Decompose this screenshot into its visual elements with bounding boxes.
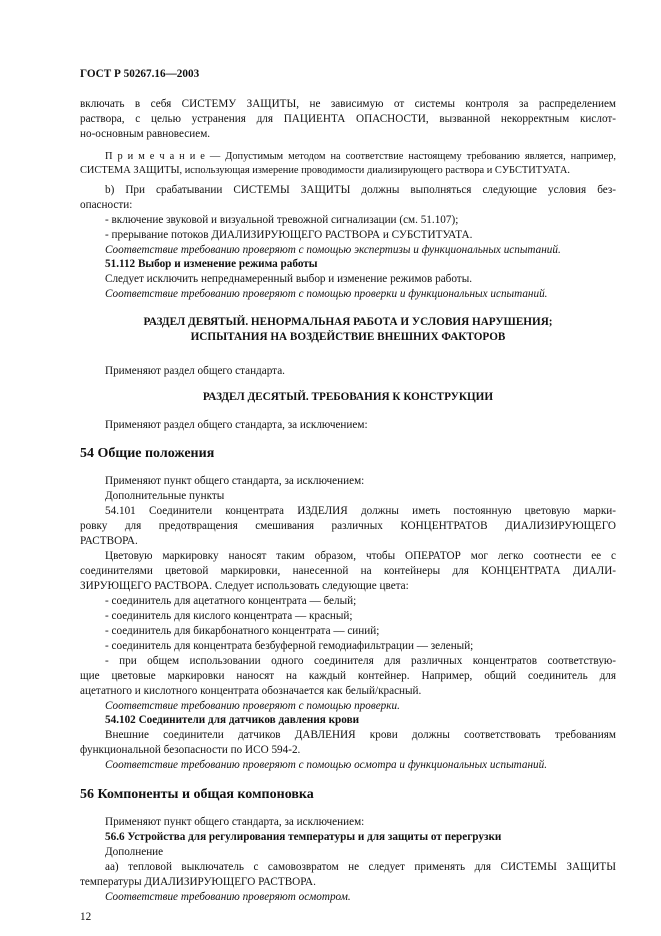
list-item: - соединитель для кислого концентрата — красный; [105, 610, 353, 622]
list-item: - прерывание потоков ДИАЛИЗИРУЮЩЕГО РАСТВОРА и СУБСТИТУАТА. [105, 229, 473, 241]
text-line: Применяют пункт общего стандарта, за исключением: [105, 816, 365, 828]
text-line: Применяют пункт общего стандарта, за исключением: [105, 475, 365, 487]
text-line: функциональной безопасности по ИСО 594-2. [80, 744, 301, 756]
compliance-note: Соответствие требованию проверяют с помощью проверки. [105, 700, 400, 712]
text-line: Цветовую маркировку наносят таким образом, чтобы ОПЕРАТОР мог легко соотнести ее с [105, 550, 616, 562]
text-line: Применяют раздел общего стандарта, за исключением: [105, 419, 368, 431]
text-line: ацетатного и кислотного концентрата обозначается как белый/красный. [80, 685, 422, 697]
doc-header: ГОСТ Р 50267.16—2003 [80, 68, 200, 80]
list-item: - при общем использовании одного соединителя для различных концентратов соответствую- [105, 655, 616, 667]
compliance-note: Соответствие требованию проверяют осмотром. [105, 891, 351, 903]
text-line: Следует исключить непреднамеренный выбор и изменение режимов работы. [105, 273, 473, 285]
text-line: раствора, с целью устранения для ПАЦИЕНТА ОПАСНОСТИ, вызванной некорректным кислот- [80, 113, 616, 125]
text-line: Применяют раздел общего стандарта. [105, 365, 285, 377]
compliance-note: Соответствие требованию проверяют с помощью экспертизы и функциональных испытаний. [105, 244, 561, 256]
list-item: - соединитель для концентрата безбуферной гемодиафильтрации — зеленый; [105, 640, 474, 652]
note-line: П р и м е ч а н и е — Допустимым методом на соответствие настоящему требованию является, например, [105, 151, 616, 162]
text-line: щие цветовые маркировки наносят на каждый контейнер. Например, общий соединитель для [80, 670, 616, 682]
clause-heading: 54.102 Соединители для датчиков давления крови [105, 714, 360, 726]
section-heading: РАЗДЕЛ ДЕСЯТЫЙ. ТРЕБОВАНИЯ К КОНСТРУКЦИИ [202, 391, 494, 403]
clause-heading: 56.6 Устройства для регулирования температуры и для защиты от перегрузки [105, 831, 502, 843]
text-line: Дополнительные пункты [105, 490, 225, 502]
text-line: Дополнение [105, 846, 164, 858]
text-line: 54.101 Соединители концентрата ИЗДЕЛИЯ должны иметь постоянную цветовую марки- [105, 505, 616, 517]
text-line: ЗИРУЮЩЕГО РАСТВОРА. Следует использовать следующие цвета: [80, 580, 409, 592]
text-line: соединителями цветовой маркировки, нанесенной на контейнеры для КОНЦЕНТРАТА ДИАЛИ- [80, 565, 616, 577]
text-line: опасности: [80, 199, 133, 211]
list-item: - соединитель для бикарбонатного концентрата — синий; [105, 625, 380, 637]
text-line: b) При срабатывании СИСТЕМЫ ЗАЩИТЫ должны выполняться следующие условия без- [105, 184, 616, 196]
clause-heading: 51.112 Выбор и изменение режима работы [105, 258, 318, 270]
text-line: аа) тепловой выключатель с самовозвратом не следует применять для СИСТЕМЫ ЗАЩИТЫ [105, 861, 616, 873]
list-item: - включение звуковой и визуальной тревожной сигнализации (см. 51.107); [105, 214, 459, 226]
clause-title: 54 Общие положения [80, 446, 215, 461]
text-line: температуры ДИАЛИЗИРУЮЩЕГО РАСТВОРА. [80, 876, 316, 888]
text-line: РАСТВОРА. [80, 535, 138, 547]
note-line: СИСТЕМА ЗАЩИТЫ, использующая измерение проводимости диализирующего раствора и СУБСТИТУАТА. [80, 165, 570, 176]
text-line: ровку для предотвращения смешивания различных КОНЦЕНТРАТОВ ДИАЛИЗИРУЮЩЕГО [80, 520, 616, 532]
section-heading: РАЗДЕЛ ДЕВЯТЫЙ. НЕНОРМАЛЬНАЯ РАБОТА И УСЛОВИЯ НАРУШЕНИЯ; [143, 316, 553, 328]
compliance-note: Соответствие требованию проверяют с помощью осмотра и функциональных испытаний. [105, 759, 547, 771]
page-number: 12 [80, 911, 92, 923]
text-line: включать в себя СИСТЕМУ ЗАЩИТЫ, не зависимую от системы контроля за распределением [80, 98, 616, 110]
text-line: но-основным равновесием. [80, 128, 211, 140]
text-line: Внешние соединители датчиков ДАВЛЕНИЯ крови должны соответствовать требованиям [105, 729, 616, 741]
compliance-note: Соответствие требованию проверяют с помощью проверки и функциональных испытаний. [105, 288, 548, 300]
list-item: - соединитель для ацетатного концентрата — белый; [105, 595, 357, 607]
clause-title: 56 Компоненты и общая компоновка [80, 787, 314, 802]
section-heading: ИСПЫТАНИЯ НА ВОЗДЕЙСТВИЕ ВНЕШНИХ ФАКТОРОВ [190, 331, 506, 343]
